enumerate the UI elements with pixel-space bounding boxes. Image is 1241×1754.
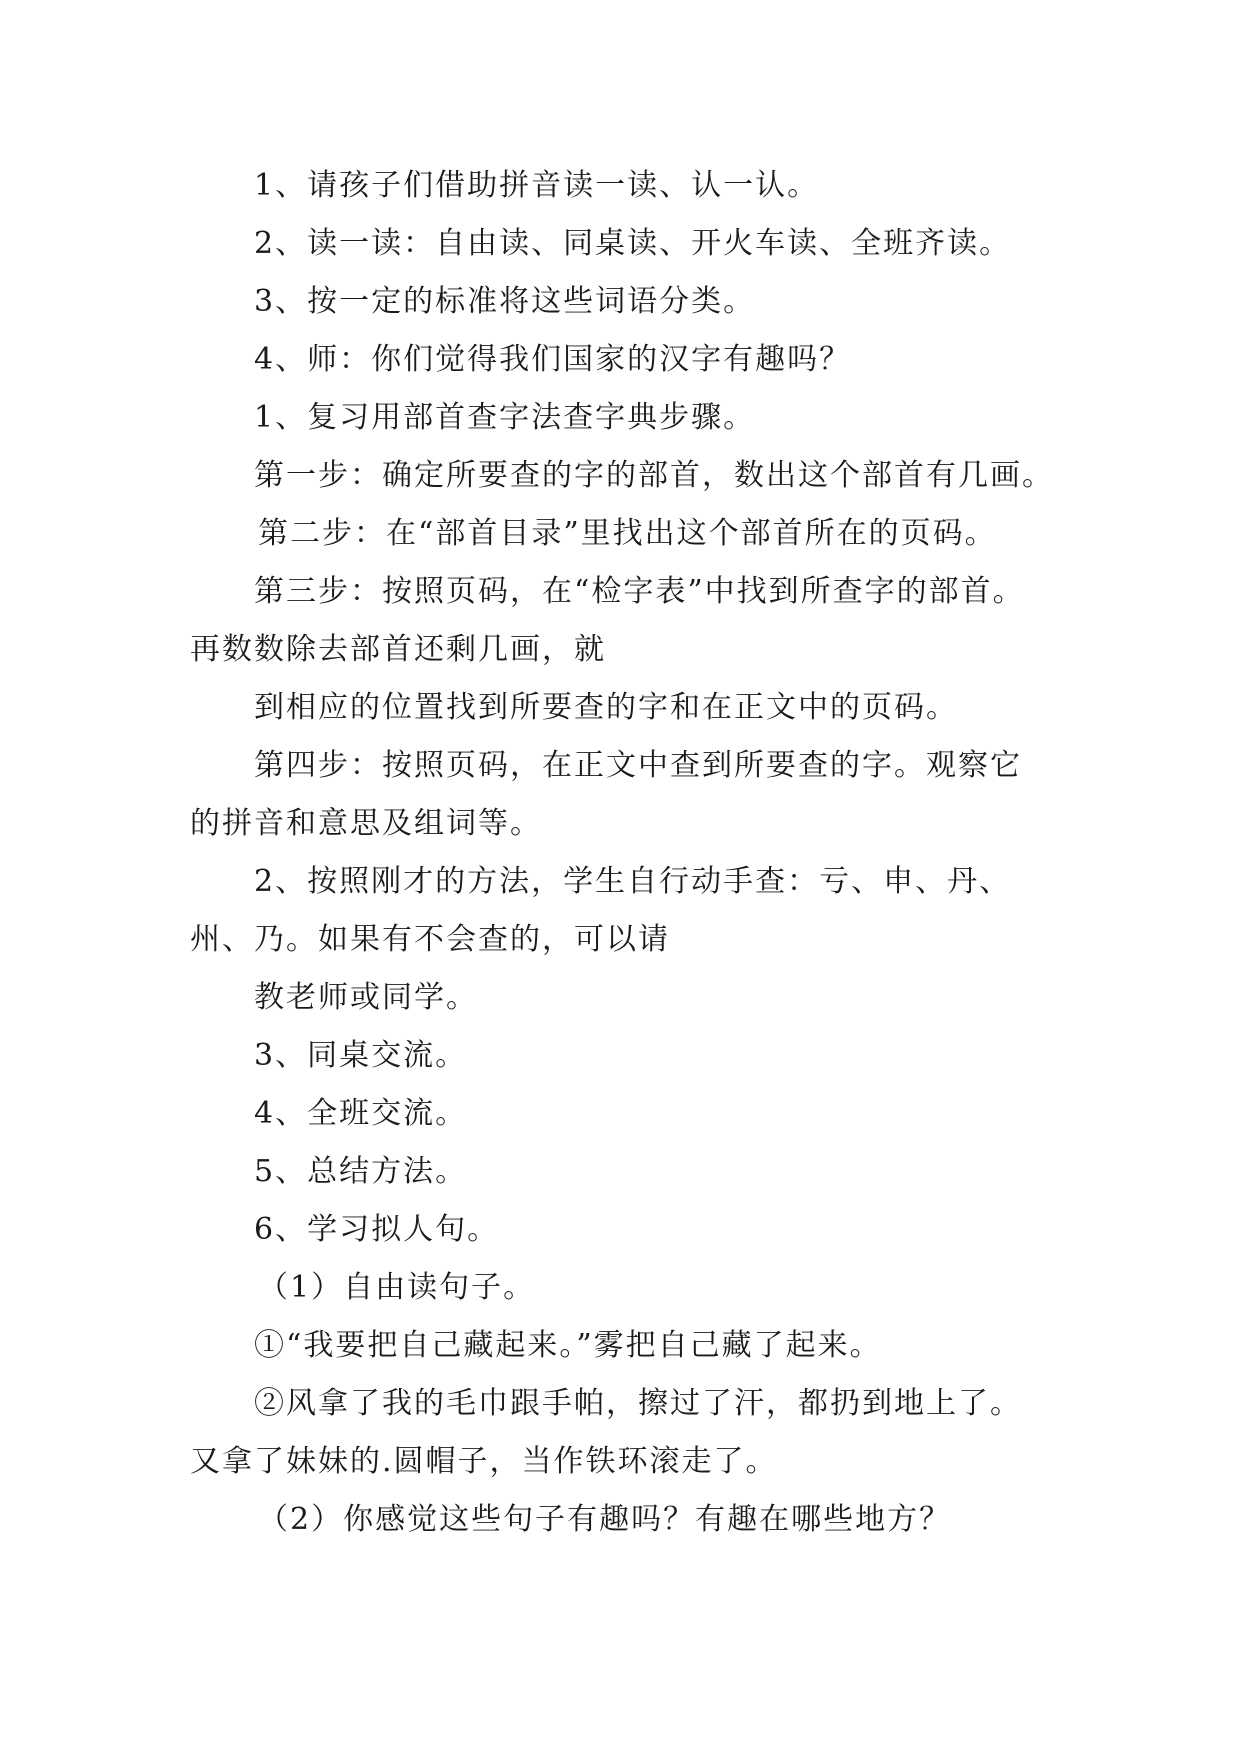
text-line: （1）自由读句子。	[258, 1270, 536, 1305]
text-line: 5、总结方法。	[254, 1154, 468, 1189]
text-line: 第三步：按照页码，在“检字表”中找到所查字的部首。	[254, 574, 1025, 609]
text-line: ②风拿了我的毛巾跟手帕，擦过了汗，都扔到地上了。	[254, 1386, 1022, 1421]
text-line: 到相应的位置找到所要查的字和在正文中的页码。	[254, 690, 958, 725]
text-line: 1、复习用部首查字法查字典步骤。	[254, 400, 756, 435]
text-line: 再数数除去部首还剩几画，就	[190, 632, 606, 667]
text-line: 4、全班交流。	[254, 1096, 468, 1131]
text-line: 3、按一定的标准将这些词语分类。	[254, 284, 756, 319]
text-line: ①“我要把自己藏起来。”雾把自己藏了起来。	[254, 1328, 882, 1363]
text-line: 1、请孩子们借助拼音读一读、认一认。	[254, 168, 820, 203]
text-line: 2、读一读：自由读、同桌读、开火车读、全班齐读。	[254, 226, 1012, 261]
text-line: 第二步：在“部首目录”里找出这个部首所在的页码。	[258, 516, 997, 551]
text-line: 3、同桌交流。	[254, 1038, 468, 1073]
text-line: 6、学习拟人句。	[254, 1212, 500, 1247]
text-line: （2）你感觉这些句子有趣吗？有趣在哪些地方？	[258, 1502, 952, 1537]
text-line: 教老师或同学。	[254, 980, 478, 1015]
text-line: 2、按照刚才的方法，学生自行动手查：亏、申、丹、	[254, 864, 1012, 899]
text-line: 4、师：你们觉得我们国家的汉字有趣吗？	[254, 342, 852, 377]
text-line: 州、乃。如果有不会查的，可以请	[190, 922, 670, 957]
text-line: 又拿了妹妹的.圆帽子，当作铁环滚走了。	[190, 1444, 778, 1479]
text-line: 第一步：确定所要查的字的部首，数出这个部首有几画。	[254, 458, 1054, 493]
text-line: 的拼音和意思及组词等。	[190, 806, 542, 841]
text-line: 第四步：按照页码，在正文中查到所要查的字。观察它	[254, 748, 1022, 783]
